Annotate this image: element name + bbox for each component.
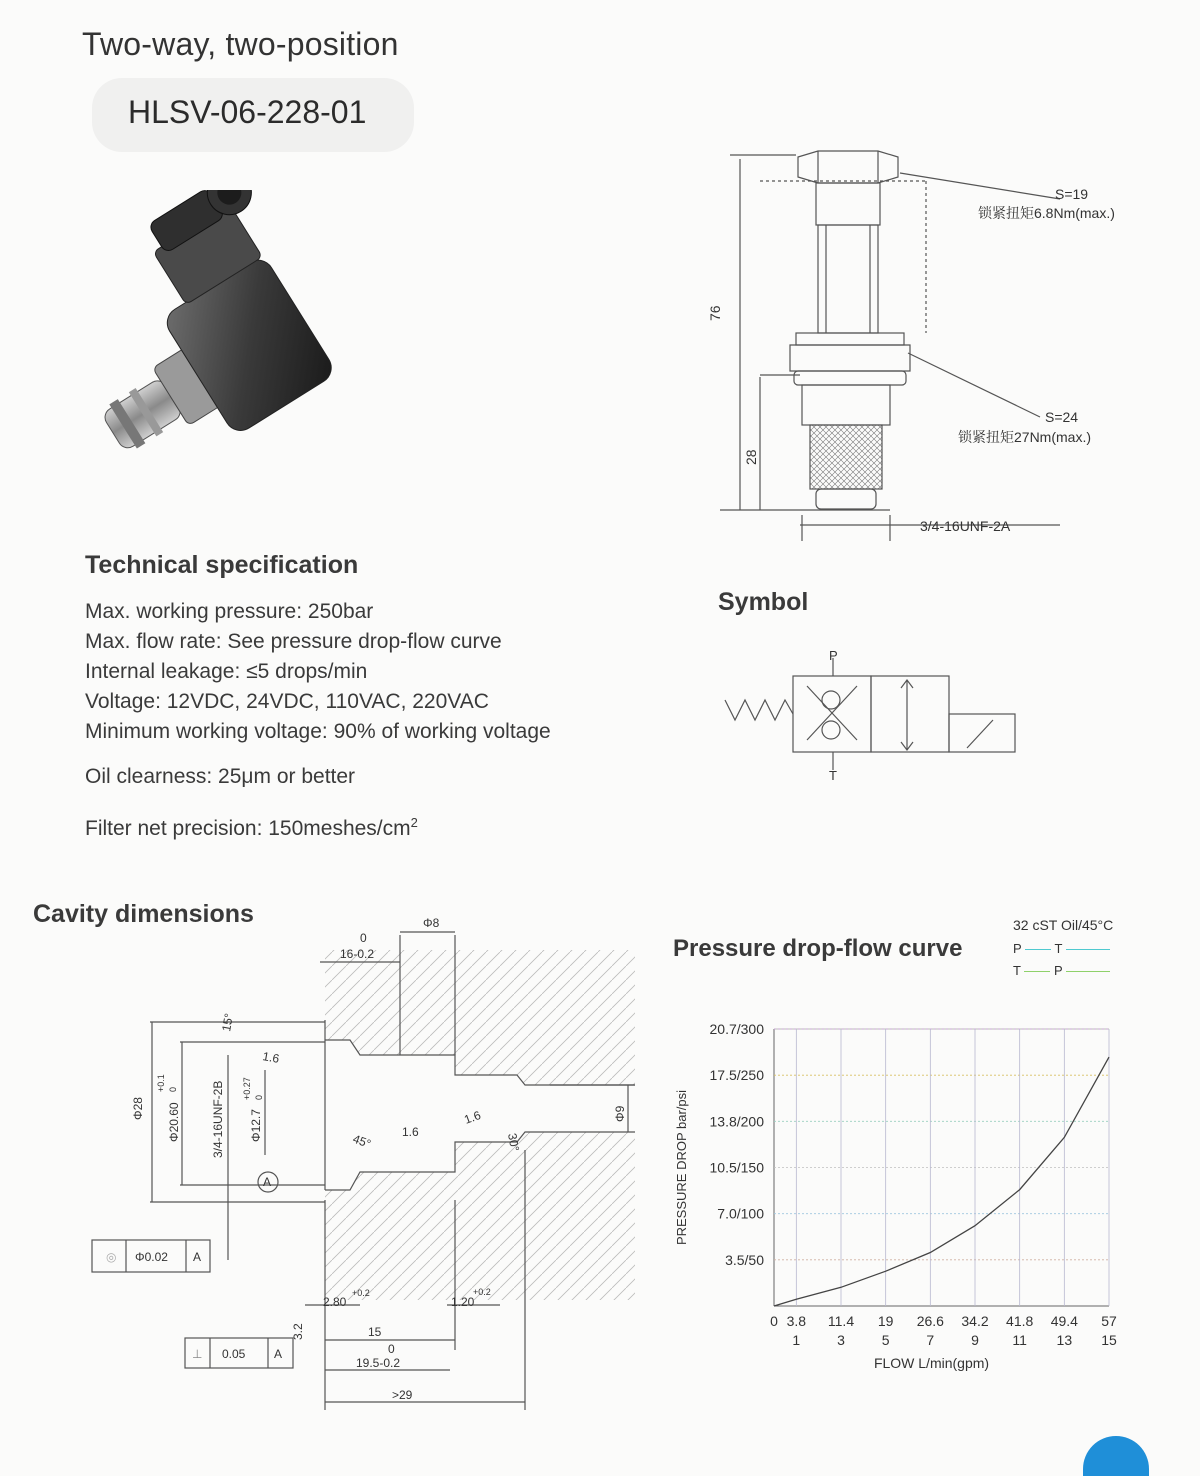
datum-a: A [263,1175,272,1189]
perpendicularity-icon: ⊥ [192,1347,203,1361]
spec-line: Minimum working voltage: 90% of working voltage [85,720,551,743]
dim-phi28: Φ28 [131,1097,145,1120]
curve-title: Pressure drop-flow curve [673,935,963,962]
dim-45deg: 45° [350,1131,373,1152]
x-tick-label: 57 [1101,1313,1117,1329]
x-tick-gpm-label: 5 [881,1332,890,1348]
x-tick-label: 19 [877,1313,894,1329]
spec-line: Max. flow rate: See pressure drop-flow curve [85,630,502,653]
legend-pt [1013,941,1110,956]
x-tick-gpm-label: 3 [837,1332,845,1348]
filter-sup: 2 [410,815,418,830]
dim-32: 3.2 [291,1323,305,1340]
symbol-title: Symbol [718,588,809,616]
y-tick-label: 20.7/300 [709,1021,764,1037]
x-tick-gpm-label: 11 [1012,1332,1027,1348]
dim-15deg: 15° [219,1012,237,1033]
concentricity-icon: ◎ [106,1250,117,1264]
pressure-flow-chart [665,1010,1135,1380]
legend-tp-from: T [1013,963,1021,978]
legend-line-tp-tail [1066,971,1110,972]
x-tick-label: 3.8 [786,1313,807,1329]
y-axis-label: PRESSURE DROP bar/psi [674,1089,689,1246]
dim-29: >29 [392,1388,413,1402]
hydraulic-symbol [715,640,1035,790]
tol-conc-ref: A [193,1250,202,1264]
y-tick-label: 3.5/50 [725,1251,764,1268]
x-tick-label: 34.2 [961,1313,989,1329]
y-tick-label: 13.8/200 [709,1113,764,1130]
cavity-title: Cavity dimensions [33,900,254,928]
dim-phi20-tol2: 0 [168,1086,178,1092]
tol-perpendicularity: 0.05 [222,1347,246,1361]
spec-line: Max. working pressure: 250bar [85,600,374,623]
valve-photo [70,190,370,465]
legend-line-tp [1024,971,1050,972]
series-title: Two-way, two-position [82,26,399,62]
x-tick-gpm-label: 9 [971,1332,979,1348]
dim-120-tol: +0.2 [473,1287,491,1297]
dim-phi20: Φ20.60 [167,1102,181,1142]
dim-r16b: 1.6 [402,1125,419,1139]
legend-pt-from: P [1013,941,1022,956]
filter-text: Filter net precision: 150meshes/cm [85,817,411,840]
spec-line: Voltage: 12VDC, 24VDC, 110VAC, 220VAC [85,690,489,713]
spec-title: Technical specification [85,551,359,579]
x-tick-gpm-label: 7 [926,1332,935,1348]
dim-28: 28 [743,449,759,465]
model-number: HLSV-06-228-01 [128,94,367,130]
oil-label: 32 cST Oil/45°C [1013,917,1114,933]
dim-280-tol: +0.2 [352,1288,370,1298]
legend-tp-to: P [1053,963,1063,978]
x-tick-gpm-label: 15 [1101,1332,1117,1348]
dim-195: 19.5-0.2 [356,1356,401,1370]
x-tick-label: 0 [770,1313,778,1329]
dim-phi127-tol: +0.27 [242,1077,252,1100]
cavity-drawing [80,910,660,1415]
dim-30deg: 30° [505,1132,522,1153]
page-tab [1083,1436,1149,1476]
hex-top-label: S=19 [1055,186,1089,202]
x-tick-label: 41.8 [1006,1313,1034,1329]
dim-120: 1.20 [451,1295,475,1309]
chart-labels [710,1021,1117,1348]
port-t: T [829,768,837,783]
tol-perp-ref: A [274,1347,283,1361]
spec-line: Internal leakage: ≤5 drops/min [85,660,368,683]
hex-bottom-label: S=24 [1045,409,1079,425]
dim-phi127: Φ12.7 [249,1109,263,1142]
thread-label: 3/4-16UNF-2A [920,518,1011,534]
x-tick-label: 49.4 [1050,1313,1078,1329]
torque-top-label: 锁紧扭矩6.8Nm(max.) [978,205,1115,221]
dim-r16a: 1.6 [261,1049,281,1066]
spec-filter [85,808,418,844]
dim-280: 2.80 [323,1295,347,1309]
x-tick-gpm-label: 1 [792,1332,801,1348]
x-tick-gpm-label: 13 [1056,1332,1073,1348]
legend-pt-to: T [1054,941,1063,956]
pressure-curve-line [774,1057,1109,1306]
x-tick-label: 11.4 [827,1313,855,1329]
dim-phi8: Φ8 [423,916,440,930]
y-tick-label: 7.0/100 [717,1205,764,1222]
dim-thread: 3/4-16UNF-2B [211,1080,225,1158]
dim-phi127-tol2: 0 [254,1094,264,1100]
port-p: P [829,648,838,663]
x-axis-label: FLOW L/min(gpm) [873,1355,990,1371]
dim-r16c: 1.6 [462,1107,483,1127]
legend-line-pt [1025,949,1051,950]
cartridge-drawing [700,145,1160,550]
y-tick-label: 10.5/150 [709,1159,764,1176]
dim-195-tol: 0 [388,1342,395,1356]
chart-grid [774,1029,1109,1306]
dim-phi20-tol: +0.1 [156,1074,166,1092]
dim-76: 76 [707,305,723,321]
dim-15: 15 [368,1325,382,1339]
dim-16-tol: 0 [360,931,367,945]
legend-line-pt-tail [1066,949,1110,950]
legend-tp [1013,963,1110,978]
x-tick-label: 26.6 [916,1313,944,1329]
dim-16: 16-0.2 [340,947,375,961]
tol-concentricity: Φ0.02 [135,1250,168,1264]
dim-phi9: Φ9 [613,1105,627,1122]
spec-line: Oil clearness: 25μm or better [85,765,356,788]
torque-bottom-label: 锁紧扭矩27Nm(max.) [958,429,1092,445]
y-tick-label: 17.5/250 [709,1067,764,1084]
